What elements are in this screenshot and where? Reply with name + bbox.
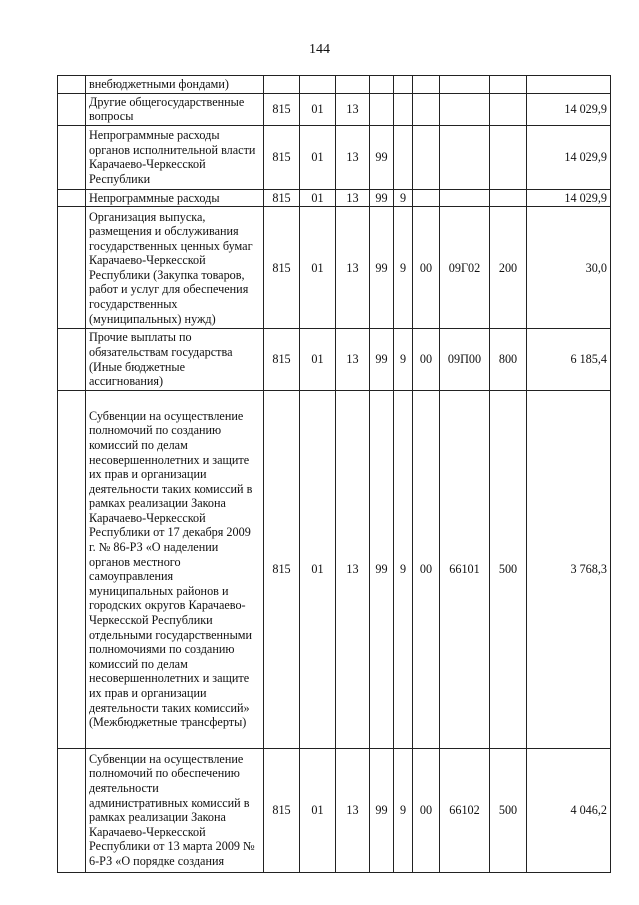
program-code-cell: 99	[370, 390, 394, 748]
direction-code-cell: 66102	[440, 748, 490, 872]
program-code-cell	[370, 93, 394, 125]
subsection-code-cell	[336, 76, 370, 94]
main-event-code-cell	[413, 189, 440, 207]
subprogram-code-cell: 9	[394, 390, 413, 748]
amount-cell: 14 029,9	[527, 125, 611, 189]
table-row	[58, 207, 611, 329]
table-row	[58, 390, 611, 748]
table-row	[58, 748, 611, 872]
budget-table	[57, 75, 611, 873]
main-event-code-cell: 00	[413, 748, 440, 872]
program-code-cell: 99	[370, 125, 394, 189]
direction-code-cell	[440, 76, 490, 94]
amount-cell: 3 768,3	[527, 390, 611, 748]
subprogram-code-cell: 9	[394, 329, 413, 390]
expense-type-cell	[490, 93, 527, 125]
expense-type-cell	[490, 125, 527, 189]
row-number-cell	[58, 329, 86, 390]
row-number-cell	[58, 390, 86, 748]
page-number: 144	[309, 42, 330, 57]
direction-code-cell	[440, 125, 490, 189]
section-code-cell: 01	[300, 207, 336, 329]
amount-cell: 14 029,9	[527, 189, 611, 207]
program-code-cell: 99	[370, 329, 394, 390]
ministry-code-cell	[264, 76, 300, 94]
amount-cell: 14 029,9	[527, 93, 611, 125]
row-description: внебюджетными фондами)	[86, 76, 264, 94]
row-description: Другие общегосударственные вопросы	[86, 93, 264, 125]
budget-table-body	[58, 76, 611, 873]
program-code-cell	[370, 76, 394, 94]
section-code-cell: 01	[300, 189, 336, 207]
direction-code-cell: 66101	[440, 390, 490, 748]
row-number-cell	[58, 125, 86, 189]
row-description: Непрограммные расходы органов исполнительной власти Карачаево-Черкесской Республики	[86, 125, 264, 189]
main-event-code-cell	[413, 76, 440, 94]
main-event-code-cell: 00	[413, 329, 440, 390]
table-row	[58, 125, 611, 189]
subprogram-code-cell: 9	[394, 189, 413, 207]
row-description: Субвенции на осуществление полномочий по обеспечению деятельности административных комиссий в рамках реализации Закона Карачаево-Черкесской Республики от 13 марта 2009 № 6-РЗ «О порядке создания	[86, 748, 264, 872]
ministry-code-cell: 815	[264, 390, 300, 748]
subprogram-code-cell: 9	[394, 748, 413, 872]
subsection-code-cell: 13	[336, 207, 370, 329]
subsection-code-cell: 13	[336, 93, 370, 125]
amount-cell: 6 185,4	[527, 329, 611, 390]
section-code-cell: 01	[300, 125, 336, 189]
row-number-cell	[58, 189, 86, 207]
amount-cell: 30,0	[527, 207, 611, 329]
table-row	[58, 189, 611, 207]
subsection-code-cell: 13	[336, 748, 370, 872]
ministry-code-cell: 815	[264, 207, 300, 329]
row-description: Организация выпуска, размещения и обслуживания государственных ценных бумаг Карачаево-Черкесской Республики (Закупка товаров, работ и услуг для обеспечения государственных (муниципальных) нужд)	[86, 207, 264, 329]
subprogram-code-cell: 9	[394, 207, 413, 329]
section-code-cell: 01	[300, 93, 336, 125]
expense-type-cell: 500	[490, 748, 527, 872]
table-row	[58, 329, 611, 390]
direction-code-cell	[440, 93, 490, 125]
subprogram-code-cell	[394, 93, 413, 125]
section-code-cell: 01	[300, 329, 336, 390]
row-description: Субвенции на осуществление полномочий по созданию комиссий по делам несовершеннолетних и защите их прав и организации деятельности таких комиссий в рамках реализации Закона Карачаево-Черкесской Республики от 17 декабря 2009 г. № 86-РЗ «О наделении органов местного самоуправления муниципальных районов и городских округов Карачаево-Черкесской Республики отдельными государственными полномочиями по созданию комиссий по делам несовершеннолетних и защите их прав и организации деятельности таких комиссий» (Межбюджетные трансферты)	[86, 390, 264, 748]
direction-code-cell	[440, 189, 490, 207]
row-description: Непрограммные расходы	[86, 189, 264, 207]
main-event-code-cell: 00	[413, 390, 440, 748]
amount-cell: 4 046,2	[527, 748, 611, 872]
subsection-code-cell: 13	[336, 125, 370, 189]
ministry-code-cell: 815	[264, 189, 300, 207]
ministry-code-cell: 815	[264, 93, 300, 125]
section-code-cell	[300, 76, 336, 94]
main-event-code-cell: 00	[413, 207, 440, 329]
ministry-code-cell: 815	[264, 329, 300, 390]
ministry-code-cell: 815	[264, 125, 300, 189]
subprogram-code-cell	[394, 76, 413, 94]
expense-type-cell: 800	[490, 329, 527, 390]
direction-code-cell: 09П00	[440, 329, 490, 390]
main-event-code-cell	[413, 125, 440, 189]
ministry-code-cell: 815	[264, 748, 300, 872]
row-number-cell	[58, 207, 86, 329]
table-row	[58, 93, 611, 125]
direction-code-cell: 09Г02	[440, 207, 490, 329]
program-code-cell: 99	[370, 207, 394, 329]
program-code-cell: 99	[370, 748, 394, 872]
section-code-cell: 01	[300, 748, 336, 872]
section-code-cell: 01	[300, 390, 336, 748]
subsection-code-cell: 13	[336, 390, 370, 748]
expense-type-cell	[490, 76, 527, 94]
subsection-code-cell: 13	[336, 189, 370, 207]
row-number-cell	[58, 93, 86, 125]
expense-type-cell: 200	[490, 207, 527, 329]
amount-cell	[527, 76, 611, 94]
subsection-code-cell: 13	[336, 329, 370, 390]
row-number-cell	[58, 748, 86, 872]
expense-type-cell: 500	[490, 390, 527, 748]
main-event-code-cell	[413, 93, 440, 125]
program-code-cell: 99	[370, 189, 394, 207]
subprogram-code-cell	[394, 125, 413, 189]
table-row	[58, 76, 611, 94]
expense-type-cell	[490, 189, 527, 207]
row-description: Прочие выплаты по обязательствам государства (Иные бюджетные ассигнования)	[86, 329, 264, 390]
row-number-cell	[58, 76, 86, 94]
